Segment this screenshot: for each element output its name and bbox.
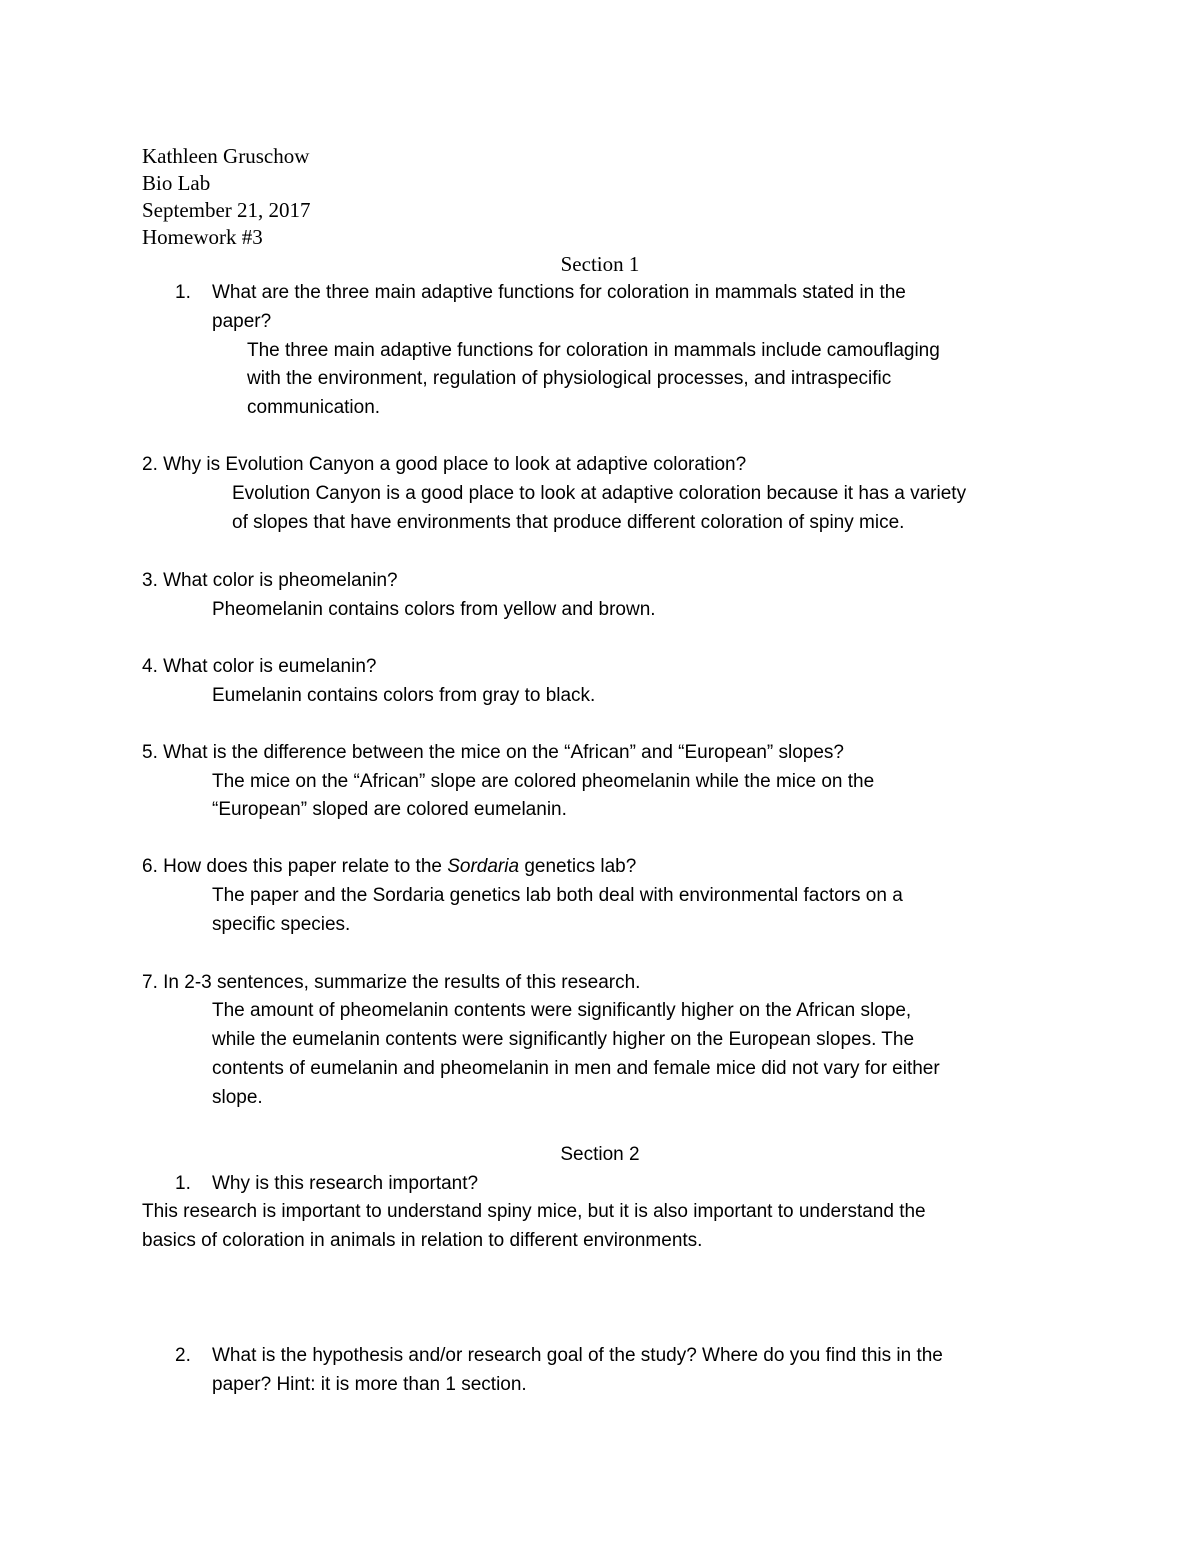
section-1-heading: Section 1 — [560, 252, 640, 276]
s2-q2-question-line-2: paper? Hint: it is more than 1 section. — [212, 1374, 527, 1395]
s1-q1-answer-line-1: The three main adaptive functions for coloration in mammals include camouflaging — [247, 340, 940, 361]
s1-q2-answer-line-1: Evolution Canyon is a good place to look at adaptive coloration because it has a variety — [232, 483, 967, 504]
section-2-heading: Section 2 — [560, 1144, 640, 1165]
s1-q6-question-pre: 6. How does this paper relate to the — [142, 856, 448, 877]
s1-q7-answer-line-3: contents of eumelanin and pheomelanin in men and female mice did not vary for either — [212, 1058, 940, 1079]
s1-q3-answer: Pheomelanin contains colors from yellow and brown. — [212, 599, 656, 620]
s1-q6-question-post: genetics lab? — [519, 856, 637, 877]
author-name: Kathleen Gruschow — [142, 144, 310, 168]
s1-q6-answer-line-1: The paper and the Sordaria genetics lab both deal with environmental factors on a — [212, 885, 903, 906]
s1-q2-answer-line-2: of slopes that have environments that produce different coloration of spiny mice. — [232, 512, 905, 533]
s1-q7-answer-line-1: The amount of pheomelanin contents were significantly higher on the African slope, — [212, 1000, 912, 1021]
s2-q1-answer-line-2: basics of coloration in animals in relation to different environments. — [142, 1230, 703, 1251]
document-date: September 21, 2017 — [142, 198, 311, 222]
s1-q5-answer-line-1: The mice on the “African” slope are colored pheomelanin while the mice on the — [212, 771, 875, 792]
s1-q5-question: 5. What is the difference between the mice on the “African” and “European” slopes? — [142, 742, 844, 763]
s2-q2-question-line-1: What is the hypothesis and/or research goal of the study? Where do you find this in the — [212, 1345, 943, 1366]
s2-q2-number: 2. — [175, 1345, 191, 1366]
s2-q1-number: 1. — [175, 1173, 191, 1194]
s1-q4-answer: Eumelanin contains colors from gray to black. — [212, 685, 596, 706]
s1-q1-number: 1. — [175, 282, 191, 303]
s1-q1-answer-line-3: communication. — [247, 397, 381, 418]
s1-q6-question — [142, 852, 636, 881]
s1-q5-answer-line-2: “European” sloped are colored eumelanin. — [212, 799, 567, 820]
s1-q1-question-line-1: What are the three main adaptive functions for coloration in mammals stated in the — [212, 282, 906, 303]
s1-q6-question-italic: Sordaria — [447, 856, 520, 877]
course-name: Bio Lab — [142, 171, 211, 195]
s1-q1-answer-line-2: with the environment, regulation of physiological processes, and intraspecific — [247, 368, 892, 389]
s1-q7-answer-line-2: while the eumelanin contents were significantly higher on the European slopes. The — [212, 1029, 915, 1050]
s1-q4-question: 4. What color is eumelanin? — [142, 656, 377, 677]
s2-q1-question: Why is this research important? — [212, 1173, 479, 1194]
assignment-title: Homework #3 — [142, 225, 263, 249]
s2-q1-answer-line-1: This research is important to understand spiny mice, but it is also important to understand the — [142, 1201, 926, 1222]
s1-q7-question: 7. In 2-3 sentences, summarize the results of this research. — [142, 972, 641, 993]
s1-q1-question-line-2: paper? — [212, 311, 272, 332]
s1-q7-answer-line-4: slope. — [212, 1087, 263, 1108]
s1-q2-question: 2. Why is Evolution Canyon a good place to look at adaptive coloration? — [142, 454, 747, 475]
s1-q3-question: 3. What color is pheomelanin? — [142, 570, 398, 591]
s1-q6-answer-line-2: specific species. — [212, 914, 351, 935]
